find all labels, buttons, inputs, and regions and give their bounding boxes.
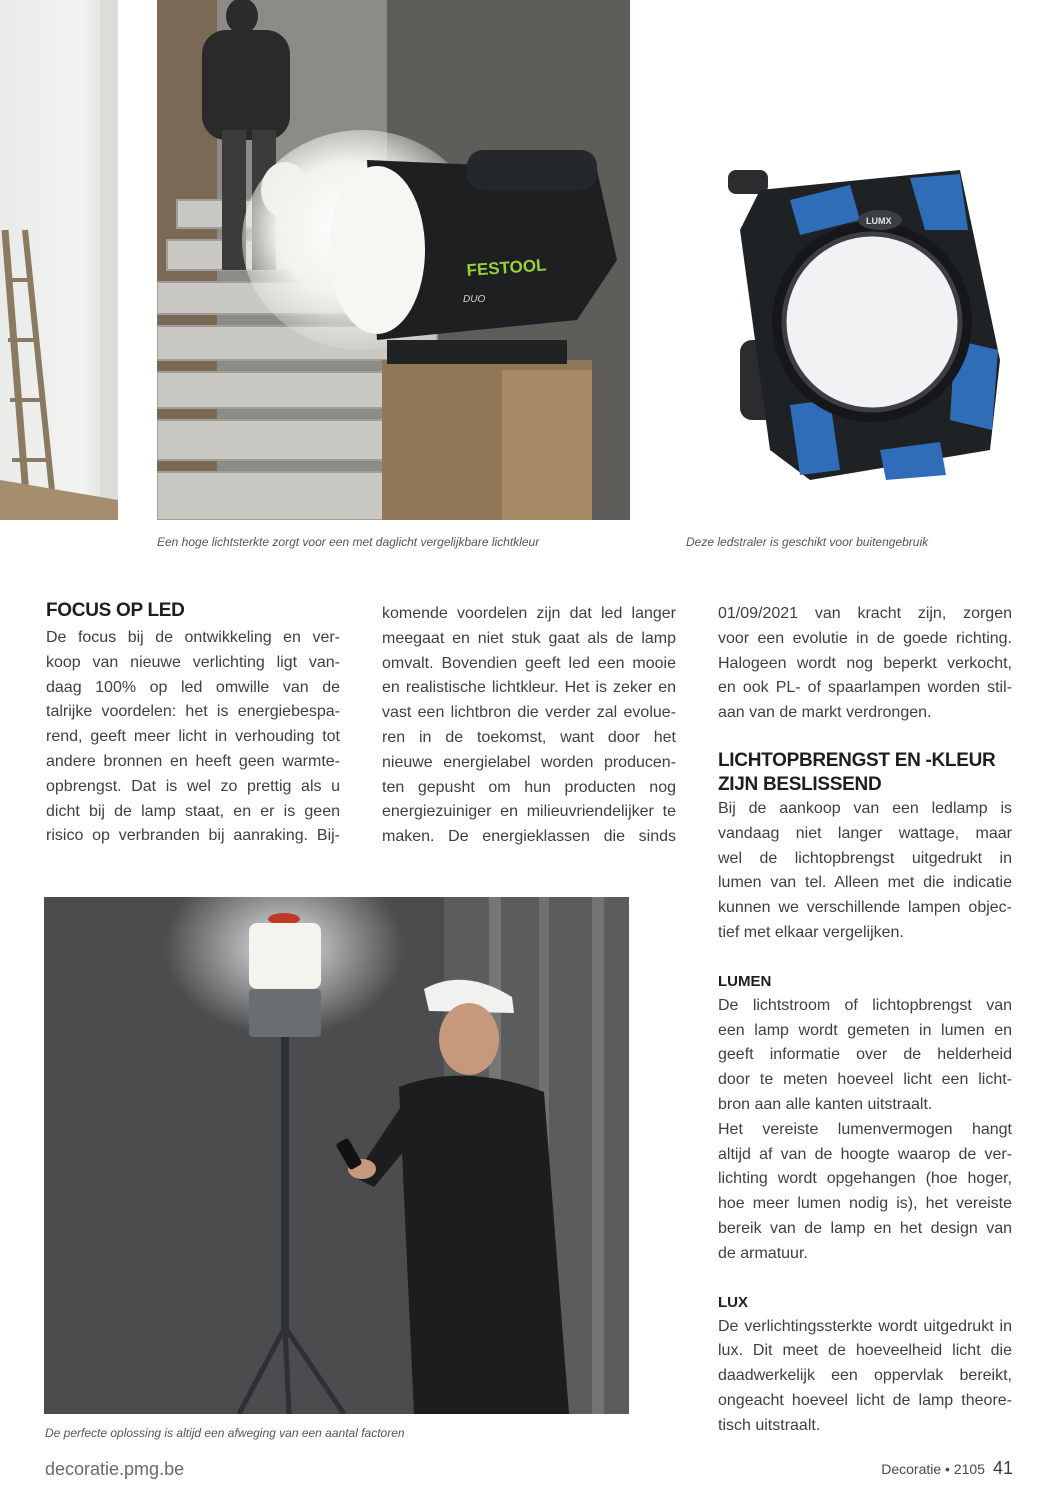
lumx-logo: LUMX: [866, 216, 892, 226]
text-line: De verlichtingssterkte wordt uitgedrukt in: [718, 1317, 1012, 1335]
text-line: meegaat en niet stuk gaat als de lamp: [382, 629, 676, 647]
ladder-illustration: [0, 0, 118, 520]
text-line: lux. Dit meet de hoeveelheid licht die: [718, 1342, 1012, 1360]
text-line: lichting wordt opgehangen (hoe hoger,: [718, 1170, 1012, 1188]
paragraph-lichtopbrengst: [718, 797, 1012, 946]
caption-stairs: Een hoge lichtsterkte zorgt voor een met daglicht vergelijkbare lichtkleur: [157, 535, 540, 549]
caption-tripod: De perfecte oplossing is altijd een afweging van een aantal factoren: [45, 1426, 405, 1440]
photo-lumx-floodlight: [700, 150, 1020, 490]
article-column-1: [46, 599, 340, 849]
tripod-scene: [44, 897, 629, 1414]
caption-lumx: Deze ledstraler is geschikt voor buitengebruik: [686, 535, 929, 549]
text-line: risico op verbranden bij aanraking. Bij-: [46, 827, 340, 845]
paragraph-lux: [718, 1315, 1012, 1439]
text-line: de armatuur.: [718, 1244, 808, 1262]
text-line: komende voordelen zijn dat led langer: [382, 605, 676, 622]
text-line: tief met elkaar vergelijken.: [718, 923, 904, 941]
text-line: andere bronnen en heeft geen warmte-: [46, 752, 340, 770]
text-line: bereik van de lamp en het design van: [718, 1219, 1012, 1237]
stairs-scene: [157, 0, 630, 520]
heading-lux: LUX: [718, 1293, 748, 1311]
text-line: kunnen we verschillende lampen objec-: [718, 899, 1012, 917]
paragraph-focus-led: [46, 626, 340, 849]
paragraph-continued-2: [718, 602, 1012, 726]
text-line: De lichtstroom of lichtopbrengst van: [718, 996, 1012, 1014]
page-number: 41: [992, 1458, 1013, 1478]
heading-line: LICHTOPBRENGST EN -KLEUR: [718, 749, 996, 771]
text-line: opbrengst. Dat is wel zo prettig als u: [46, 777, 340, 795]
text-line: wel de lichtopbrengst uitgedrukt in: [718, 849, 1012, 867]
text-line: dicht bij de lamp staat, en er is geen: [46, 802, 340, 820]
text-line: tisch uitstraalt.: [718, 1416, 821, 1434]
text-line: voor een evolutie in de goede richting.: [718, 629, 1012, 647]
text-line: een lamp wordt gemeten in lumen en: [718, 1021, 1012, 1039]
festool-logo: FESTOOL: [465, 255, 548, 280]
text-line: talrijke voordelen: het is energiebespa-: [46, 703, 340, 721]
text-line: De focus bij de ontwikkeling en ver-: [46, 629, 340, 646]
photo-festool-stairs: [157, 0, 630, 520]
heading-focus-op-led: FOCUS OP LED: [46, 600, 185, 621]
text-line: en realistische lichtkleur. Het is zeker en: [382, 679, 676, 697]
text-line: ren in de toekomst, want door het: [382, 728, 676, 746]
text-line: door te meten hoeveel licht een licht-: [718, 1071, 1012, 1089]
photo-ladder-wall: [0, 0, 118, 520]
paragraph-lumen-2: [718, 1118, 1012, 1267]
text-line: vast een lichtbron die verder zal evolue-: [382, 704, 676, 722]
festool-model: DUO: [463, 294, 486, 305]
text-line: daag 100% op led omwille van de: [46, 678, 340, 696]
article-column-3: [718, 602, 1012, 1439]
text-line: omvalt. Bovendien geeft led een mooie: [382, 654, 676, 672]
paragraph-lumen-1: [718, 994, 1012, 1118]
text-line: lumen van tel. Alleen met die indicatie: [718, 874, 1012, 892]
text-line: 01/09/2021 van kracht zijn, zorgen: [718, 605, 1012, 622]
text-line: energiezuiniger en milieuvriendelijker te: [382, 803, 676, 821]
text-line: en ook PL- of spaarlampen worden stil-: [718, 679, 1012, 697]
heading-lumen: LUMEN: [718, 972, 772, 990]
text-line: rend, geeft meer licht in verhouding tot: [46, 728, 340, 746]
heading-lichtopbrengst: [718, 749, 1012, 797]
heading-line: ZIJN BESLISSEND: [718, 773, 882, 795]
text-line: ongeacht hoeveel licht de lamp theore-: [718, 1391, 1012, 1409]
text-line: bron aan alle kanten uitstraalt.: [718, 1095, 933, 1113]
text-line: Bij de aankoop van een ledlamp is: [718, 799, 1012, 817]
text-line: Halogeen wordt nog beperkt verkocht,: [718, 654, 1012, 672]
text-line: maken. De energieklassen die sinds: [382, 828, 676, 846]
photo-worker-tripod-lamp: [44, 897, 629, 1414]
text-line: daadwerkelijk een oppervlak bereikt,: [718, 1367, 1012, 1385]
footer-website-link[interactable]: decoratie.pmg.be: [45, 1459, 185, 1479]
text-line: geeft informatie over de helderheid: [718, 1046, 1012, 1064]
footer-magazine-issue: Decoratie • 2105: [881, 1461, 985, 1477]
text-line: altijd af van de hoogte waarop de ver-: [718, 1145, 1012, 1163]
lumx-floodlight: [700, 150, 1020, 490]
article-column-2: [382, 602, 676, 850]
text-line: aan van de markt verdrongen.: [718, 704, 932, 722]
text-line: Het vereiste lumenvermogen hangt: [718, 1120, 1012, 1138]
text-line: nieuwe energielabel worden producen-: [382, 753, 676, 771]
text-line: koop van nieuwe verlichting ligt van-: [46, 653, 340, 671]
text-line: ten gepusht om hun producten nog: [382, 778, 676, 796]
footer-page-info: [881, 1458, 1013, 1479]
text-line: hoe meer lumen nodig is), het vereiste: [718, 1195, 1012, 1213]
text-line: vandaag niet langer wattage, maar: [718, 824, 1012, 842]
paragraph-continued: [382, 602, 676, 850]
